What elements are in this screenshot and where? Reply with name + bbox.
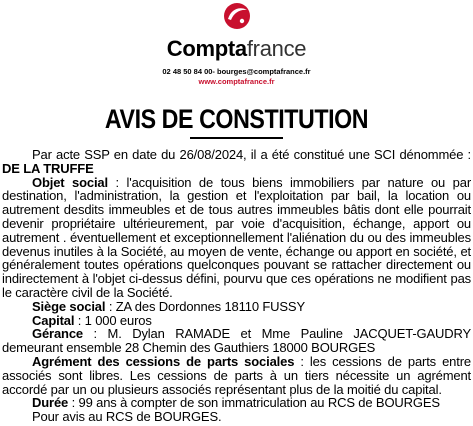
capital-label: Capital: [32, 312, 75, 328]
company-name: DE LA TRUFFE: [2, 160, 94, 176]
objet-label: Objet social: [32, 174, 108, 190]
gerance-paragraph: [2, 327, 471, 355]
duree-paragraph: [2, 396, 471, 410]
agrement-label: Agrément des cessions de parts sociales: [32, 353, 295, 369]
agrement-text: : les cessions de parts entre associés sont libres. Les cessions de parts à un tiers nécessite un agrément accordé par un ou plusieurs associés représentant plus de la moitié du capital.: [2, 353, 471, 397]
page-title: AVIS DE CONSTITUTION: [104, 104, 369, 134]
brand-light: france: [246, 36, 307, 61]
objet-text: : l'acquisition de tous biens immobiliers par nature ou par destination, l'administration, la gestion et l'exploitation par bail, la location ou autrement desdits immeubles et de tous autres immeubles bâtis dont elle pourrait devenir propriétaire ultérieurement, par voie d'acquisition, échange, apport ou autrement . éventuellement et exceptionnellement l'aliénation du ou des immeubles devenus inutiles à la Société, au moyen de vente, échange ou apport en société, et généralement toutes opérations quelconques pouvant se rattacher directement ou indirectement à l'objet ci-dessus défini, pourvu que ces opérations ne modifient pas le caractère civil de la Société.: [2, 174, 472, 300]
objet-paragraph: [2, 176, 471, 300]
brand-name: [0, 36, 473, 62]
siege-text: : ZA des Dordonnes 18110 FUSSY: [105, 298, 305, 314]
comptafrance-logo-icon: [222, 0, 252, 32]
gerance-text: : M. Dylan RAMADE et Mme Pauline JACQUET-GAUDRY demeurant ensemble 28 Chemin des Gauthiers 18000 BOURGES: [2, 326, 471, 356]
contact-line: 02 48 50 84 00- bourges@comptafrance.fr: [162, 67, 311, 76]
duree-label: Durée: [32, 395, 69, 411]
brand-strong: Compta: [166, 36, 247, 61]
gerance-label: Gérance: [32, 326, 83, 342]
website-link[interactable]: www.comptafrance.fr: [198, 77, 275, 86]
capital-text: : 1 000 euros: [74, 312, 152, 328]
duree-text: : 99 ans à compter de son immatriculation au RCS de BOURGES: [68, 395, 440, 411]
title-divider: [190, 137, 283, 139]
closing-paragraph: Pour avis au RCS de BOURGES.: [32, 409, 222, 425]
intro-text: Par acte SSP en date du 26/08/2024, il a été constitué une SCI dénommée :: [32, 147, 471, 162]
notice-body: [2, 148, 471, 424]
agrement-paragraph: [2, 355, 471, 396]
intro-paragraph: [2, 148, 471, 176]
capital-paragraph: [2, 314, 471, 328]
siege-label: Siège social: [32, 298, 106, 314]
siege-paragraph: [2, 300, 471, 314]
